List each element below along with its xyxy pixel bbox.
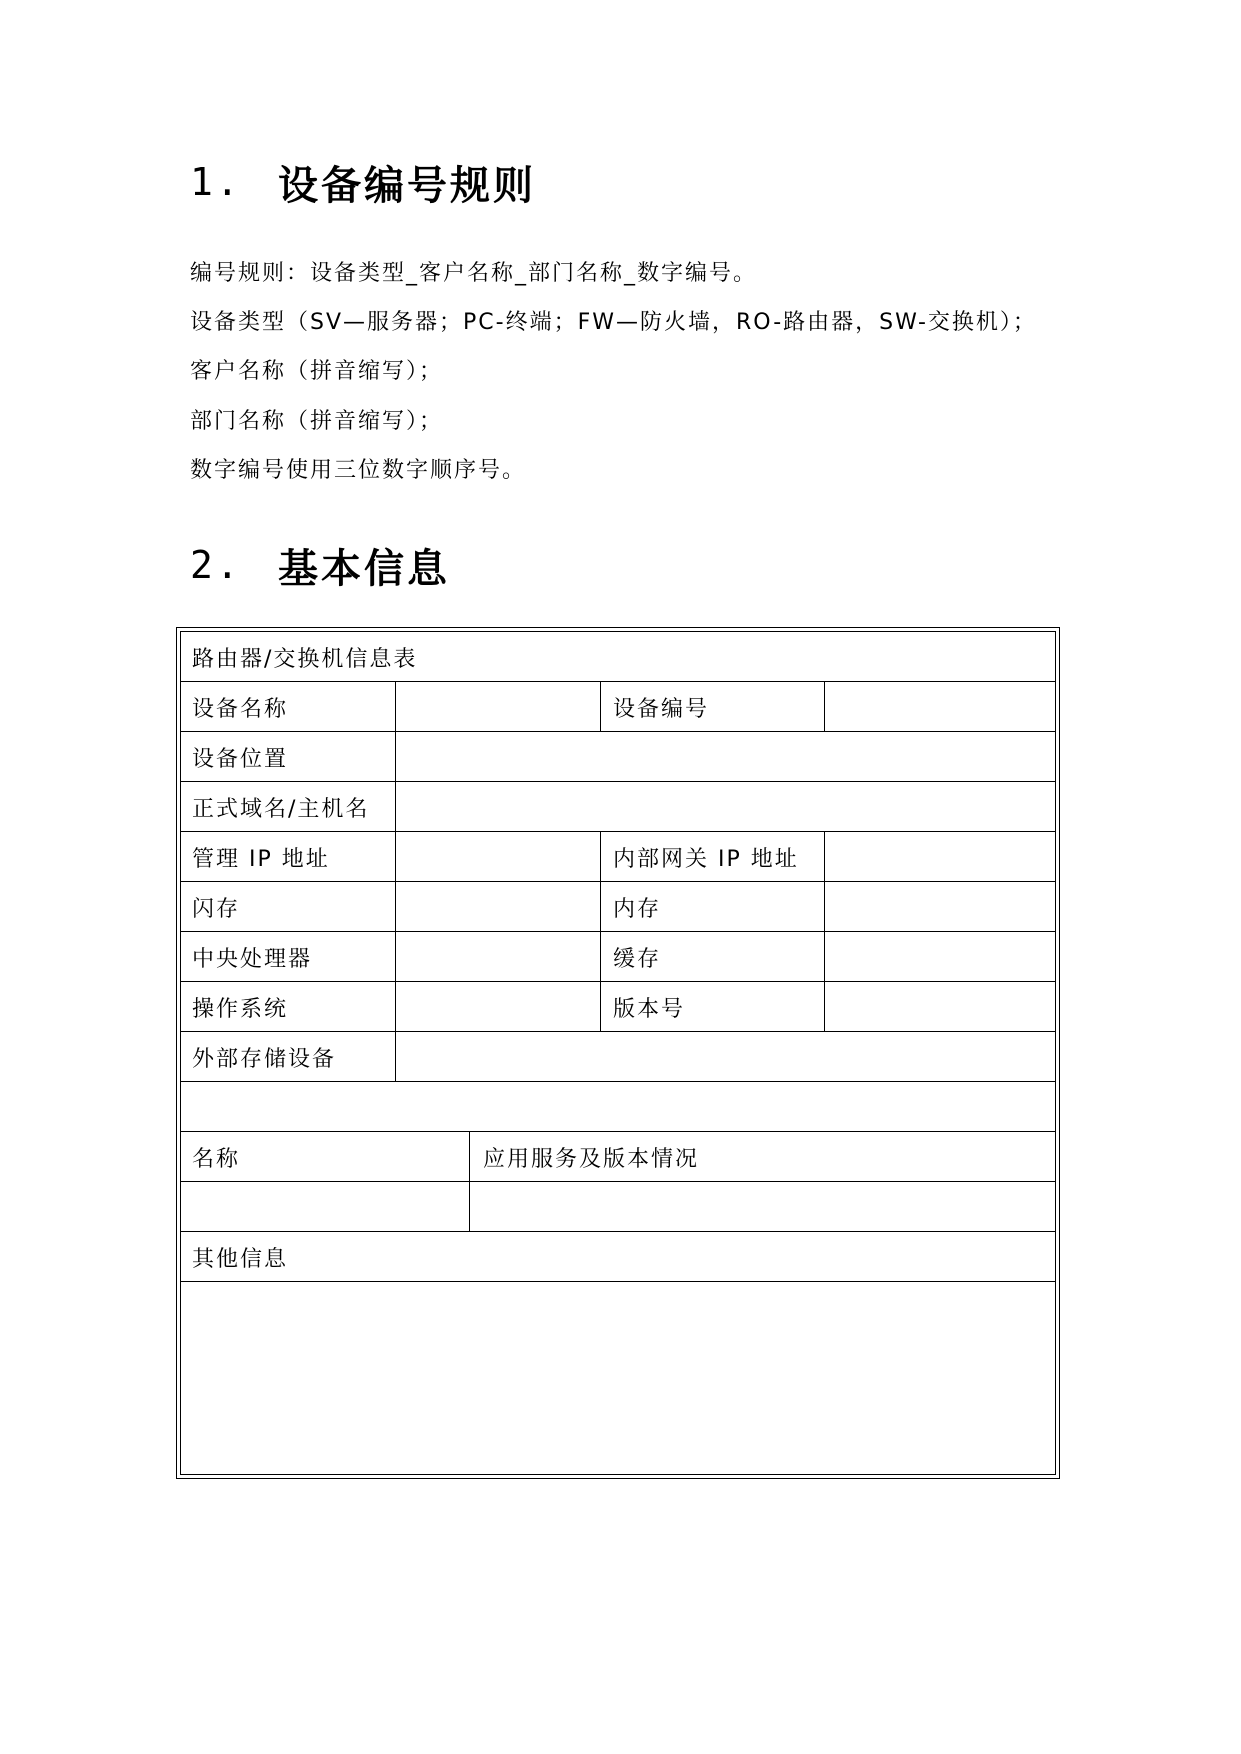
- memory-label: 内存: [613, 896, 662, 922]
- device-name-label: 设备名称: [192, 696, 289, 722]
- name-label: 名称: [192, 1146, 241, 1172]
- other-info-label: 其他信息: [192, 1246, 289, 1272]
- column-divider: [824, 681, 825, 731]
- hostname-label: 正式域名/主机名: [192, 796, 370, 822]
- column-divider: [469, 1131, 470, 1231]
- column-divider: [395, 681, 396, 1081]
- gateway-ip-label: 内部网关 IP 地址: [613, 846, 799, 872]
- rule-paragraph-4: 部门名称（拼音缩写）；: [190, 409, 444, 434]
- section-2-title: 基本信息: [278, 545, 450, 592]
- rule-paragraph-2: 设备类型（SV—服务器；PC-终端；FW—防火墙，RO-路由器，SW-交换机）；: [190, 310, 1037, 335]
- section-1-heading: [190, 152, 536, 212]
- storage-label: 外部存储设备: [192, 1046, 337, 1072]
- column-divider: [600, 681, 601, 731]
- rule-paragraph-3: 客户名称（拼音缩写）；: [190, 359, 444, 384]
- version-label: 版本号: [613, 996, 686, 1022]
- table-caption: 路由器/交换机信息表: [192, 646, 418, 672]
- mgmt-ip-label: 管理 IP 地址: [192, 846, 330, 872]
- column-divider: [824, 831, 825, 1031]
- section-1-title: 设备编号规则: [278, 162, 536, 209]
- rule-paragraph-1: 编号规则：设备类型_客户名称_部门名称_数字编号。: [190, 261, 758, 286]
- section-2-number: 2.: [190, 543, 242, 587]
- section-1-number: 1.: [190, 160, 242, 204]
- location-label: 设备位置: [192, 746, 289, 772]
- services-label: 应用服务及版本情况: [483, 1146, 700, 1172]
- column-divider: [600, 831, 601, 1031]
- row-divider: [181, 1231, 1055, 1232]
- device-info-table: [176, 627, 1060, 1479]
- section-2-heading: [190, 535, 450, 595]
- os-label: 操作系统: [192, 996, 289, 1022]
- cache-label: 缓存: [613, 946, 662, 972]
- device-id-label: 设备编号: [613, 696, 710, 722]
- rule-paragraph-5: 数字编号使用三位数字顺序号。: [190, 458, 527, 483]
- device-info-table-grid: [180, 631, 1056, 1475]
- row-divider: [181, 1281, 1055, 1282]
- flash-label: 闪存: [192, 896, 241, 922]
- cpu-label: 中央处理器: [192, 946, 313, 972]
